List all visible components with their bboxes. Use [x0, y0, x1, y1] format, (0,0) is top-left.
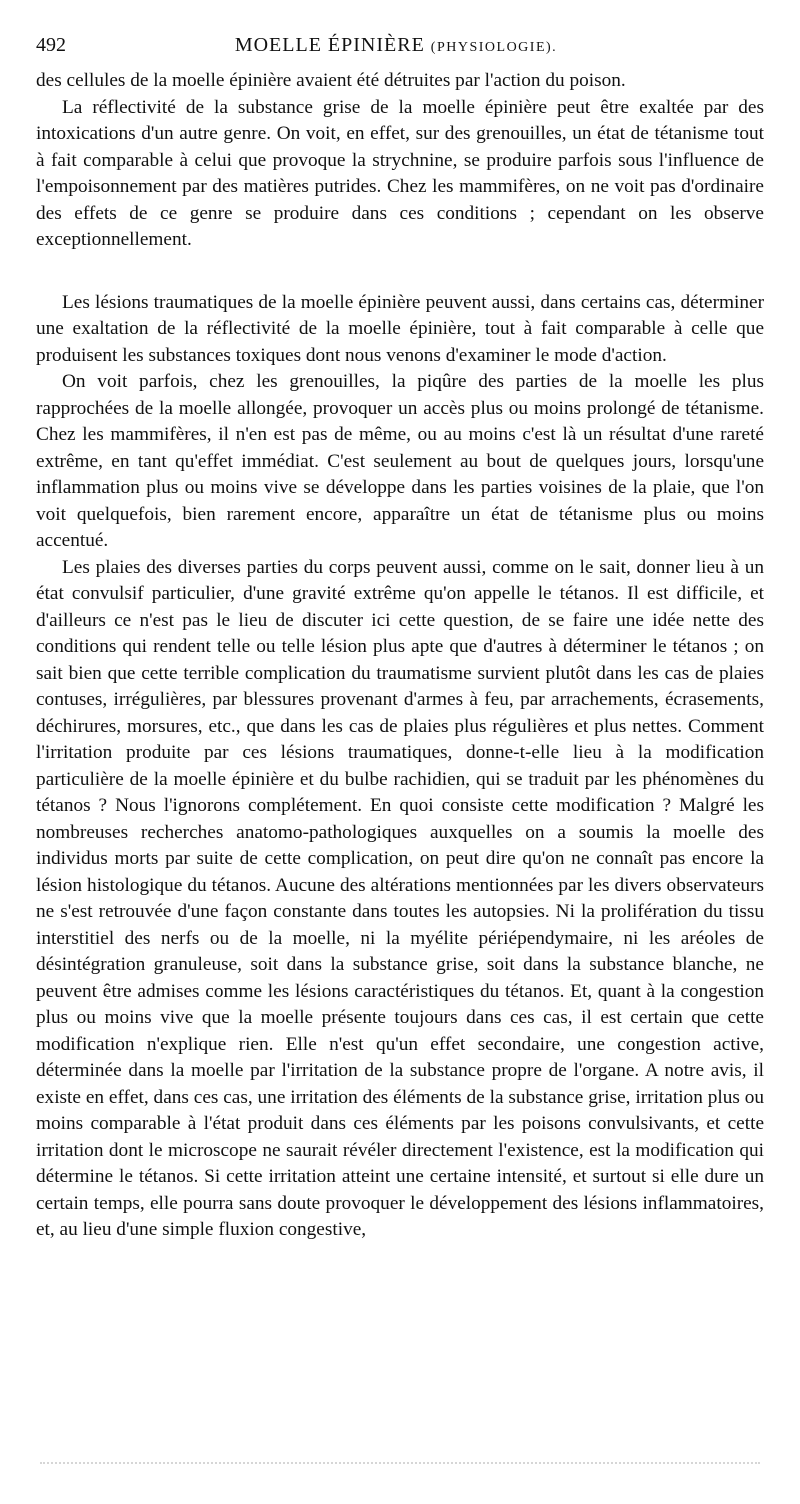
running-title-main: MOELLE ÉPINIÈRE: [234, 34, 425, 56]
paragraph: La réflectivité de la substance grise de la moelle épinière peut être exaltée par des intoxications d'un autre genre. On voit, en effet, sur des grenouilles, un état de tétanisme tout à fait comparable à celui que provoque la strychnine, se produire parfois sous l'influence de l'empoisonnement par des matières putrides. Chez les mammifères, on ne voit pas d'ordinaire des effets de ce genre se produire dans ces conditions ; cependant on les observe exceptionnellement.: [36, 96, 764, 250]
body-text: [36, 68, 764, 1244]
paragraph: Les lésions traumatiques de la moelle épinière peuvent aussi, dans certains cas, déterminer une exaltation de la réflectivité de la moelle épinière, tout à fait comparable à celle que produisent les substances toxiques dont nous venons d'examiner le mode d'action.: [36, 291, 764, 366]
paragraph: Les plaies des diverses parties du corps peuvent aussi, comme on le sait, donner lieu à un état convulsif particulier, d'une gravité extrême qu'on appelle le tétanos. Il est difficile, et d'ailleurs ce n'est pas le lieu de discuter ici cette question, de se faire une idée nette des conditions qui rendent telle ou telle lésion plus apte que d'autres à déterminer le tétanos ; on sait bien que cette terrible complication du traumatisme survient plutôt dans les cas de plaies contuses, irrégulières, par blessures provenant d'armes à feu, par arrachements, écrasements, déchirures, morsures, etc., que dans les cas de plaies plus régulières et plus nettes. Comment l'irritation produite par ces lésions traumatiques, donne-t-elle lieu à la modification particulière de la moelle épinière et du bulbe rachidien, qui se traduit par les phénomènes du tétanos ? Nous l'ignorons complétement. En quoi consiste cette modification ? Malgré les nombreuses recherches anatomo-pathologiques auxquelles on a soumis la moelle des individus morts par suite de cette complication, on peut dire qu'on ne connaît pas encore la lésion histologique du tétanos. Aucune des altérations mentionnées par les divers observateurs ne s'est retrouvée d'une façon constante dans toutes les autopsies. Ni la prolifération du tissu interstitiel des nerfs ou de la moelle, ni la myélite périépendymaire, ni les aréoles de désintégration granuleuse, soit dans la substance grise, soit dans la substance blanche, ne peuvent être admises comme les lésions caractéristiques du tétanos. Et, quant à la congestion plus ou moins vive que la moelle présente toujours dans ces cas, il est certain que cette modification n'explique rien. Elle n'est qu'un effet secondaire, une congestion active, déterminée dans la moelle par l'irritation de la substance propre de l'organe. A notre avis, il existe en effet, dans ces cas, une irritation des éléments de la substance grise, irritation plus ou moins comparable à l'état produit dans ces éléments par les poisons convulsivants, et cette irritation dont le microscope ne saurait révéler directement l'existence, est la modification qui détermine le tétanos. Si cette irritation atteint une certaine intensité, et surtout si elle dure un certain temps, elle pourra sans doute provoquer le développement des lésions inflammatoires, et, au lieu d'une simple fluxion congestive,: [36, 556, 764, 1240]
running-title: [36, 32, 756, 61]
running-title-sub: (PHYSIOLOGIE).: [430, 40, 558, 55]
scan-noise: [40, 1462, 760, 1466]
running-header: [36, 32, 756, 58]
paragraph-continued: des cellules de la moelle épinière avaient été détruites par l'action du poison.: [36, 70, 626, 91]
paragraph: On voit parfois, chez les grenouilles, la piqûre des parties de la moelle les plus rapprochées de la moelle allongée, provoquer un accès plus ou moins prolongé de tétanisme. Chez les mammifères, il n'en est pas de même, ou au moins c'est là un résultat d'une rareté extrême, en tant qu'effet immédiat. C'est seulement au bout de quelques jours, lorsqu'une inflammation plus ou moins vive se développe dans les parties voisines de la plaie, que l'on voit quelquefois, bien rarement encore, apparaître un état de tétanisme plus ou moins accentué.: [36, 371, 764, 551]
page-number: 492: [36, 34, 66, 56]
